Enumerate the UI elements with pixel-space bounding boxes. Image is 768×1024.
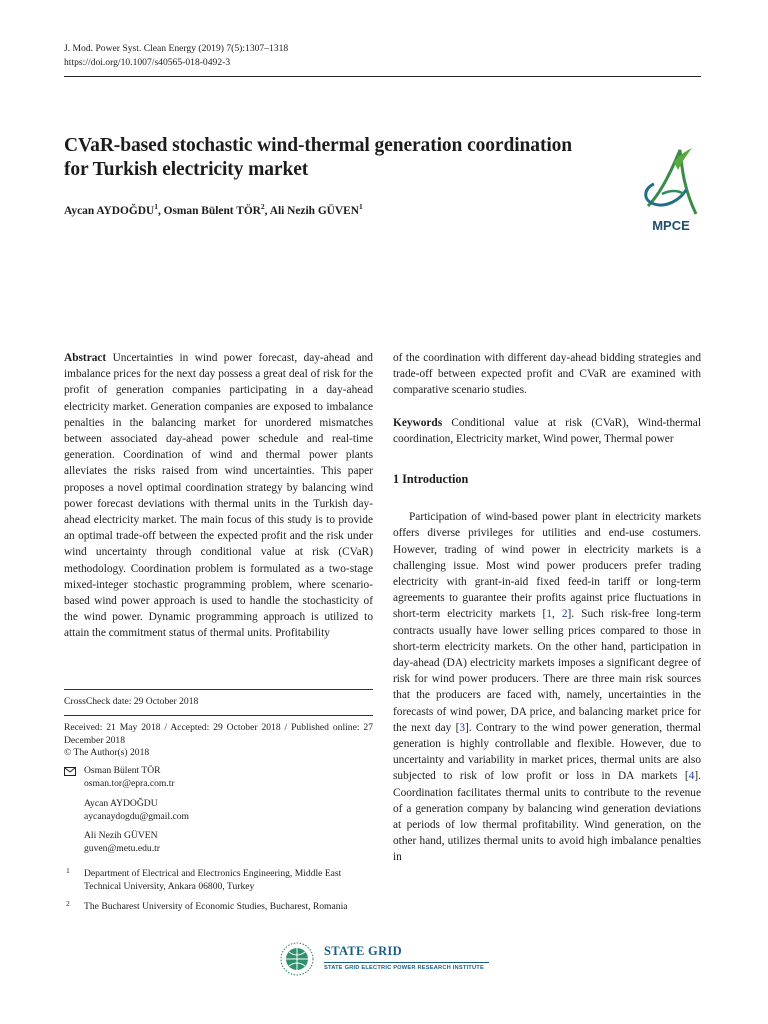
title-line-2: for Turkish electricity market	[64, 159, 309, 180]
abstract-label: Abstract	[64, 352, 107, 364]
abstract	[64, 350, 373, 642]
intro-text-3: ]. Contrary to the wind power generation, thermal generation is highly controllable and flexible. However, due to uncertainty and variability in market prices, thermal units are also subjected to risk of low profit or loss in DA markets [	[393, 721, 701, 783]
author-name: Osman Bülent TÖR	[163, 204, 261, 217]
doi-link[interactable]: https://doi.org/10.1007/s40565-018-0492-3	[64, 57, 231, 68]
keywords	[393, 415, 701, 447]
affiliation-text: Department of Electrical and Electronics Engineering, Middle East Technical University, Ankara 06800, Turkey	[84, 868, 342, 892]
citation-link[interactable]: 1	[546, 608, 552, 621]
state-grid-brand: STATE GRID	[324, 944, 402, 958]
citation-link[interactable]: 3	[459, 721, 466, 734]
right-column	[393, 350, 701, 866]
front-matter-rule	[64, 689, 373, 690]
abstract-text: Uncertainties in wind power forecast, day-ahead and imbalance prices for the next day possess a great deal of risk for the profit of generation companies participating in a day-ahead electricity market. Generation companies are exposed to imbalance penalties in the balancing market for unordered mismatches between associated day-ahead power schedule and real-time generation. Coordination of wind and thermal power plants alleviates the risks raised from wind uncertainties. This paper proposes a novel optimal coordination strategy by balancing wind power forecast deviations with thermal units in the Turkish day-ahead electricity market. The main focus of this study is to provide an optimal trade-off between the expected profit and the risk under wind uncertainty through conditional value at risk (CVaR) methodology. Coordination problem is formulated as a two-stage mixed-integer stochastic programming problem, where scenario-based wind power approach is used to handle the stochasticity of the wind power. Dynamic programming approach is utilized to attain the commitment status of thermal units. Profitability	[64, 352, 373, 640]
title-line-1: CVaR-based stochastic wind-thermal generation coordination	[64, 135, 573, 156]
author-affiliation-mark: 2	[260, 202, 265, 211]
author-affiliation-mark: 1	[358, 202, 363, 211]
contact-email[interactable]: aycanaydogdu@gmail.com	[84, 810, 190, 822]
citation-separator: ,	[552, 608, 562, 621]
envelope-icon	[64, 767, 76, 776]
affiliation-number: 2	[66, 899, 70, 908]
author-name: Aycan AYDOĞDU	[64, 204, 155, 217]
paper-title	[64, 134, 634, 182]
keywords-label: Keywords	[393, 416, 443, 429]
logo-text: MPCE	[652, 218, 690, 233]
keywords-text: Conditional value at risk (CVaR), Wind-thermal coordination, Electricity market, Wind power, Thermal power	[393, 416, 701, 445]
state-grid-rule	[324, 962, 489, 963]
crosscheck-date: CrossCheck date: 29 October 2018	[64, 696, 199, 707]
contact-entry	[84, 798, 189, 824]
front-matter-rule	[64, 715, 373, 716]
intro-text-2: ]. Such risk-free long-term contracts usually have lower selling prices compared to those in short-term electricity markets. On the other hand, participation in day-ahead (DA) electricity markets imposes a significant degree of risk for wind power producers. There are three main risk sources that the producers are faced with, namely, uncertainties in the forecasts of wind power, DA price, and balancing market price for the next day [	[393, 608, 702, 734]
contact-email[interactable]: guven@metu.edu.tr	[84, 842, 160, 854]
contact-name: Aycan AYDOĞDU	[84, 798, 158, 809]
author-affiliation-mark: 1	[154, 202, 158, 211]
affiliation-text: The Bucharest University of Economic Studies, Bucharest, Romania	[84, 901, 348, 912]
mpce-logo	[640, 144, 702, 234]
section-heading-introduction: 1 Introduction	[393, 472, 469, 487]
contact-name: Ali Nezih GÜVEN	[84, 830, 158, 841]
received-dates: Received: 21 May 2018 / Accepted: 29 October 2018 / Published online: 27 December 2018	[64, 722, 373, 746]
contact-entry	[84, 830, 160, 856]
contact-email[interactable]: osman.tor@epra.com.tr	[84, 777, 175, 789]
introduction-paragraph	[393, 509, 701, 865]
affiliation-number: 1	[66, 866, 70, 875]
header-rule	[64, 76, 701, 77]
contact-entry	[84, 765, 175, 791]
abstract-continuation: of the coordination with different day-ahead bidding strategies and trade-off between expected profit and CVaR are examined with comparative scenario studies.	[393, 352, 701, 397]
copyright: © The Author(s) 2018	[64, 747, 150, 758]
citation-link[interactable]: 4	[688, 770, 695, 783]
abstract-column	[64, 350, 373, 642]
intro-text-4: ]. Coordination facilitates thermal units to contribute to the revenue of a generation company by balancing wind generation deviations at periods of low thermal profitability. Wind generation, on the other hand, utilizes thermal units to avoid high imbalance penalties in	[393, 770, 701, 864]
state-grid-globe-icon	[276, 941, 318, 977]
author-list: Aycan AYDOĞDU$^1$, Osman Bülent TÖR$^2$, Ali Nezih GÜVEN$^1$	[64, 202, 363, 217]
citation-link[interactable]: 2	[561, 608, 568, 621]
journal-header	[64, 42, 288, 70]
contact-name: Osman Bülent TÖR	[84, 765, 161, 776]
author-name: Ali Nezih GÜVEN	[269, 204, 359, 217]
journal-citation: J. Mod. Power Syst. Clean Energy (2019) 7(5):1307–1318	[64, 43, 289, 54]
state-grid-subtitle: STATE GRID ELECTRIC POWER RESEARCH INSTITUTE	[324, 965, 484, 971]
intro-text-1: Participation of wind-based power plant in electricity markets offers diverse privileges for utilities and end-use costumers. However, trading of wind power in electricity markets is a challenging issue. Most wind power producers prefer trading electricity with grant-in-aid fixed feed-in tariff or long-term agreements to guarantee their profits against price fluctuations in short-term electricity markets [	[393, 511, 701, 621]
